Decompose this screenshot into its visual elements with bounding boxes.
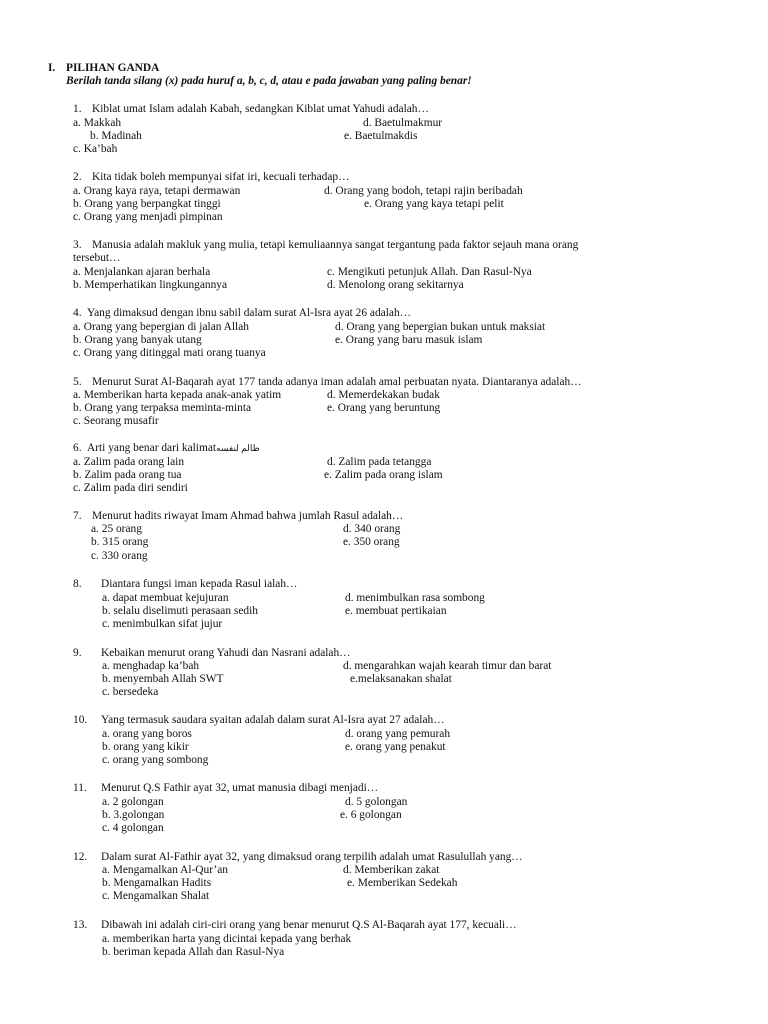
- option-d[interactable]: d. Orang yang bodoh, tetapi rajin beribadah: [324, 185, 523, 197]
- option-c[interactable]: c. Mengikuti petunjuk Allah. Dan Rasul-Nya: [327, 266, 532, 278]
- option-d[interactable]: d. Memberikan zakat: [343, 864, 440, 876]
- option-c[interactable]: c. Ka’bah: [73, 143, 118, 155]
- option-a[interactable]: a. memberikan harta yang dicintai kepada yang berhak: [102, 933, 352, 945]
- option-d[interactable]: d. menimbulkan rasa sombong: [345, 592, 485, 604]
- section-title: PILIHAN GANDA: [66, 62, 160, 74]
- option-c[interactable]: c. menimbulkan sifat jujur: [102, 618, 223, 630]
- option-c[interactable]: c. orang yang sombong: [102, 754, 209, 766]
- question-text: Yang termasuk saudara syaitan adalah dalam surat Al-Isra ayat 27 adalah…: [101, 714, 445, 726]
- option-d[interactable]: d. 5 golongan: [345, 796, 408, 808]
- option-a[interactable]: a. menghadap ka’bah: [102, 660, 200, 672]
- option-b[interactable]: b. Memperhatikan lingkungannya: [73, 279, 228, 291]
- option-b[interactable]: b. Orang yang terpaksa meminta-minta: [73, 402, 252, 414]
- question-number: 13.: [73, 919, 88, 931]
- option-b[interactable]: b. Orang yang berpangkat tinggi: [73, 198, 221, 210]
- option-e[interactable]: e. Orang yang baru masuk islam: [335, 334, 483, 346]
- option-a[interactable]: a. 25 orang: [91, 523, 142, 535]
- question-number: 12.: [73, 851, 88, 863]
- option-a[interactable]: a. Orang yang bepergian di jalan Allah: [73, 321, 249, 333]
- question-number: 10.: [73, 714, 88, 726]
- question-text: Kebaikan menurut orang Yahudi dan Nasrani adalah…: [101, 647, 351, 659]
- question-text: Menurut Surat Al-Baqarah ayat 177 tanda adanya iman adalah amal perbuatan nyata. Diantaranya adalah…: [92, 376, 582, 388]
- option-e[interactable]: e. 6 golongan: [340, 809, 402, 821]
- option-a[interactable]: a. orang yang boros: [102, 728, 192, 740]
- question-number: 11.: [73, 782, 87, 794]
- option-b[interactable]: b. 3.golongan: [102, 809, 165, 821]
- question-number: 2.: [73, 171, 82, 183]
- option-c[interactable]: c. bersedeka: [102, 686, 159, 698]
- option-d[interactable]: d. mengarahkan wajah kearah timur dan barat: [343, 660, 552, 672]
- question-number: 7.: [73, 510, 82, 522]
- option-b[interactable]: b. beriman kepada Allah dan Rasul-Nya: [102, 946, 285, 958]
- option-a[interactable]: a. Mengamalkan Al-Qur’an: [102, 864, 228, 876]
- option-b[interactable]: b. Madinah: [90, 130, 142, 142]
- question-number: 6.: [73, 442, 82, 454]
- option-e[interactable]: e. Baetulmakdis: [344, 130, 418, 142]
- question-number: 5.: [73, 376, 82, 388]
- question-stem: [73, 578, 297, 591]
- option-d[interactable]: d. 340 orang: [343, 523, 401, 535]
- option-a[interactable]: a. Memberikan harta kepada anak-anak yatim: [73, 389, 282, 401]
- question-text: Menurut Q.S Fathir ayat 32, umat manusia dibagi menjadi…: [101, 782, 379, 794]
- option-c[interactable]: c. Mengamalkan Shalat: [102, 890, 210, 902]
- question-stem: [73, 103, 429, 116]
- section-heading: [48, 62, 159, 75]
- option-e[interactable]: e. 350 orang: [343, 536, 400, 548]
- question-stem: [73, 307, 411, 320]
- question-text: Menurut hadits riwayat Imam Ahmad bahwa jumlah Rasul adalah…: [92, 510, 404, 522]
- question-number: 9.: [73, 647, 82, 659]
- question-stem: [73, 919, 517, 932]
- option-a[interactable]: a. Menjalankan ajaran berhala: [73, 266, 211, 278]
- question-text: Kita tidak boleh mempunyai sifat iri, kecuali terhadap…: [92, 171, 350, 183]
- option-b[interactable]: b. selalu diselimuti perasaan sedih: [102, 605, 258, 617]
- option-b[interactable]: b. Mengamalkan Hadits: [102, 877, 212, 889]
- option-c[interactable]: c. Zalim pada diri sendiri: [73, 482, 188, 494]
- option-b[interactable]: b. Orang yang banyak utang: [73, 334, 202, 346]
- question-stem: [73, 510, 403, 523]
- question-text: Yang dimaksud dengan ibnu sabil dalam surat Al-Isra ayat 26 adalah…: [87, 307, 412, 319]
- option-a[interactable]: a. Zalim pada orang lain: [73, 456, 185, 468]
- question-text: Manusia adalah makluk yang mulia, tetapi kemuliaannya sangat tergantung pada faktor sejauh mana orang: [92, 239, 579, 251]
- question-text: Dibawah ini adalah ciri-ciri orang yang benar menurut Q.S Al-Baqarah ayat 177, kecuali…: [101, 919, 517, 931]
- question-stem: [73, 714, 445, 727]
- question-stem: [73, 239, 578, 252]
- option-c[interactable]: c. Orang yang ditinggal mati orang tuanya: [73, 347, 266, 359]
- option-b[interactable]: b. menyembah Allah SWT: [102, 673, 224, 685]
- question-stem: [73, 376, 582, 389]
- option-a[interactable]: a. dapat membuat kejujuran: [102, 592, 229, 604]
- question-number: 4.: [73, 307, 82, 319]
- question-stem: [73, 851, 523, 864]
- question-stem: [73, 442, 260, 455]
- option-c[interactable]: c. Orang yang menjadi pimpinan: [73, 211, 223, 223]
- section-number: I.: [48, 62, 56, 74]
- question-number: 1.: [73, 103, 82, 115]
- option-d[interactable]: d. Menolong orang sekitarnya: [327, 279, 464, 291]
- option-e[interactable]: e. Zalim pada orang islam: [324, 469, 443, 481]
- option-e[interactable]: e. Orang yang kaya tetapi pelit: [364, 198, 504, 210]
- question-number: 3.: [73, 239, 82, 251]
- section-instruction: Berilah tanda silang (x) pada huruf a, b, c, d, atau e pada jawaban yang paling benar!: [66, 75, 472, 87]
- option-d[interactable]: d. Memerdekakan budak: [327, 389, 440, 401]
- option-c[interactable]: c. Seorang musafir: [73, 415, 159, 427]
- question-stem: [73, 647, 351, 660]
- option-d[interactable]: d. orang yang pemurah: [345, 728, 451, 740]
- option-b[interactable]: b. 315 orang: [91, 536, 149, 548]
- question-text: Arti yang benar dari kalimat: [87, 442, 217, 454]
- option-b[interactable]: b. orang yang kikir: [102, 741, 189, 753]
- option-e[interactable]: e. Memberikan Sedekah: [347, 877, 458, 889]
- option-d[interactable]: d. Baetulmakmur: [363, 117, 443, 129]
- option-e[interactable]: e. Orang yang beruntung: [327, 402, 441, 414]
- option-d[interactable]: d. Orang yang bepergian bukan untuk maksiat: [335, 321, 546, 333]
- arabic-phrase: ظالم لنفسه: [216, 443, 260, 453]
- question-stem: [73, 782, 378, 795]
- option-b[interactable]: b. Zalim pada orang tua: [73, 469, 182, 481]
- question-stem: [73, 171, 349, 184]
- question-text: Kiblat umat Islam adalah Kabah, sedangkan Kiblat umat Yahudi adalah…: [92, 103, 429, 115]
- question-number: 8.: [73, 578, 82, 590]
- option-d[interactable]: d. Zalim pada tetangga: [327, 456, 432, 468]
- option-a[interactable]: a. 2 golongan: [102, 796, 164, 808]
- option-e[interactable]: e. membuat pertikaian: [345, 605, 447, 617]
- option-c[interactable]: c. 330 orang: [91, 550, 148, 562]
- question-text-continued: tersebut…: [73, 252, 121, 264]
- option-a[interactable]: a. Makkah: [73, 117, 122, 129]
- option-c[interactable]: c. 4 golongan: [102, 822, 164, 834]
- option-a[interactable]: a. Orang kaya raya, tetapi dermawan: [73, 185, 241, 197]
- option-e[interactable]: e. orang yang penakut: [345, 741, 446, 753]
- option-e[interactable]: e.melaksanakan shalat: [350, 673, 452, 685]
- question-text: Diantara fungsi iman kepada Rasul ialah…: [101, 578, 298, 590]
- question-text: Dalam surat Al-Fathir ayat 32, yang dimaksud orang terpilih adalah umat Rasulullah yang…: [101, 851, 523, 863]
